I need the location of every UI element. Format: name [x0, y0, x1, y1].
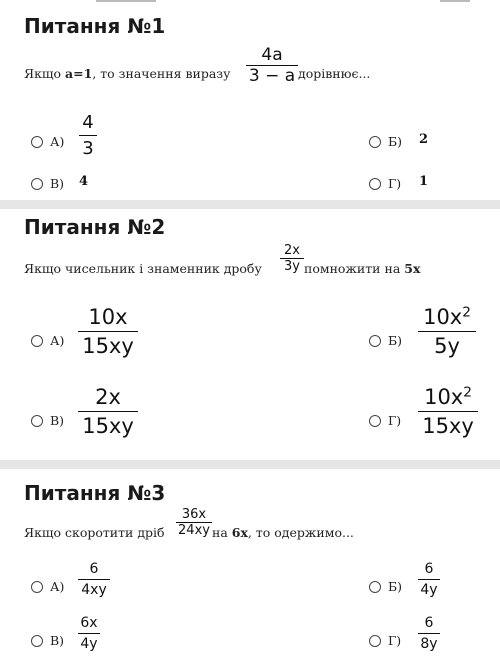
question-text: Якщо скоротити дріб: [24, 525, 165, 540]
option-c-value: 4: [79, 174, 89, 189]
question-title: Питання №2: [24, 215, 166, 239]
option-c[interactable]: В): [31, 413, 64, 428]
question-title: Питання №3: [24, 481, 166, 505]
question-text: Якщо чисельник і знаменник дробу: [24, 261, 262, 276]
radio-button[interactable]: [369, 581, 381, 593]
option-b-value: $10x^2$ 5y: [418, 305, 476, 358]
separator: [0, 460, 500, 469]
option-a-value: 6 4xy: [78, 561, 110, 598]
option-d-value: 6 8y: [418, 615, 440, 652]
radio-button[interactable]: [31, 335, 43, 347]
option-b-value: 6 4y: [418, 561, 440, 598]
radio-button[interactable]: [369, 335, 381, 347]
radio-button[interactable]: [31, 635, 43, 647]
question-text: Якщо a=1, то значення виразу: [24, 66, 231, 81]
question-2-card: [0, 209, 500, 460]
radio-button[interactable]: [31, 136, 43, 148]
separator: [0, 200, 500, 209]
option-c[interactable]: В): [31, 633, 64, 648]
option-b[interactable]: Б): [369, 579, 402, 594]
radio-button[interactable]: [369, 136, 381, 148]
radio-button[interactable]: [369, 415, 381, 427]
option-c[interactable]: В): [31, 176, 64, 191]
question-1-card: [0, 0, 500, 205]
question-title: Питання №1: [24, 14, 166, 38]
question-text-end: дорівнює...: [298, 66, 371, 81]
option-c-value: 2x 15xy: [78, 385, 138, 438]
option-c-value: 6x 4y: [78, 615, 100, 652]
radio-button[interactable]: [369, 178, 381, 190]
option-a[interactable]: А): [31, 579, 64, 594]
expression-fraction: 4a 3 − a: [246, 45, 298, 86]
option-d-value: $10x^2$ 15xy: [418, 385, 478, 438]
radio-button[interactable]: [369, 635, 381, 647]
option-b-value: 2: [419, 132, 429, 147]
option-a[interactable]: А): [31, 134, 64, 149]
radio-button[interactable]: [31, 581, 43, 593]
expression-fraction: 36x 24xy: [176, 507, 212, 538]
option-a-value: 4 3: [79, 112, 97, 159]
option-a[interactable]: А): [31, 333, 64, 348]
question-3-card: [0, 469, 500, 670]
question-text-end: помножити на 5x: [304, 261, 421, 276]
radio-button[interactable]: [31, 178, 43, 190]
expression-fraction: 2x 3y: [280, 243, 304, 274]
radio-button[interactable]: [31, 415, 43, 427]
question-text-end: на 6x, то одержимо...: [212, 525, 354, 540]
option-a-value: 10x 15xy: [78, 305, 138, 358]
option-d[interactable]: Г): [369, 413, 401, 428]
option-b[interactable]: Б): [369, 333, 402, 348]
option-d[interactable]: Г): [369, 176, 401, 191]
option-b[interactable]: Б): [369, 134, 402, 149]
option-d[interactable]: Г): [369, 633, 401, 648]
option-d-value: 1: [419, 174, 429, 189]
